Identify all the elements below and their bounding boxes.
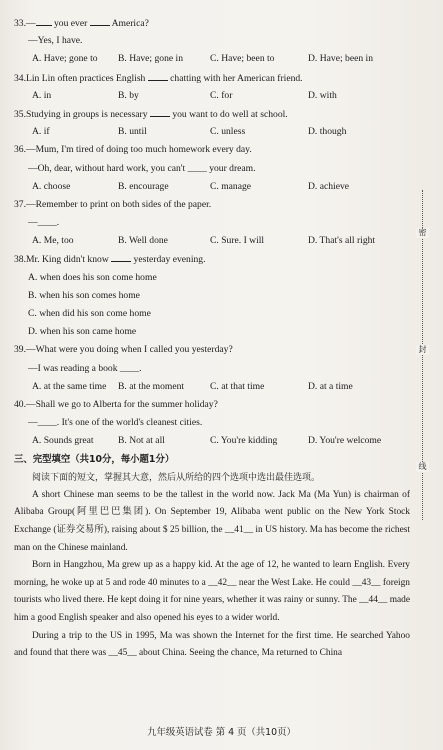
option-d: D. That's all right bbox=[308, 235, 376, 247]
question-36-options bbox=[14, 178, 410, 196]
question-area bbox=[14, 14, 410, 663]
option-a: A. in bbox=[32, 89, 52, 101]
question-34-options bbox=[14, 87, 410, 105]
answer-blank bbox=[150, 105, 170, 117]
option-d: D. Have; been in bbox=[308, 53, 374, 65]
question-number: 37. bbox=[14, 198, 26, 210]
option-c: C. for bbox=[210, 89, 233, 101]
option-b: B. by bbox=[118, 89, 139, 101]
question-36-reply: —Oh, dear, without hard work, you can't ____ your dream. bbox=[28, 162, 256, 174]
option-a: A. Have; gone to bbox=[32, 53, 98, 65]
question-37: 37.—Remember to print on both sides of the paper. bbox=[14, 198, 212, 210]
option-c: C. Have; been to bbox=[210, 53, 275, 65]
question-34: 34.Lin Lin often practices English chatting with her American friend. bbox=[14, 69, 410, 87]
question-35: 35.Studying in groups is necessary you want to do well at school. bbox=[14, 105, 410, 123]
option-c: C. You're kidding bbox=[210, 435, 278, 447]
question-37-options bbox=[14, 232, 410, 250]
answer-blank bbox=[36, 14, 52, 26]
passage-paragraph: A short Chinese man seems to be the tallest in the world now. Jack Ma (Ma Yun) is chairman of Alibaba Group(阿里巴巴集团). On September 19, Alibaba went public on the New York Stock Exchange (证券交易所), raising about $ 25 billion, the __41__ in US history. Ma has become the richest man on the Chinese mainland. bbox=[14, 489, 410, 553]
answer-blank bbox=[148, 69, 168, 81]
question-39-reply: —I was reading a book ____. bbox=[28, 362, 142, 374]
question-number: 33. bbox=[14, 18, 26, 29]
question-33: 33.— you ever America? bbox=[14, 14, 410, 32]
question-number: 36. bbox=[14, 144, 26, 156]
question-33-reply: —Yes, I have. bbox=[28, 35, 83, 47]
option-d: D. You're welcome bbox=[308, 435, 382, 447]
option-b: B. Have; gone in bbox=[118, 53, 184, 65]
passage-paragraph: Born in Hangzhou, Ma grew up as a happy kid. At the age of 12, he wanted to learn English. Every morning, he woke up at 5 and rode 40 minutes to a __42__ near the West Lake. He could __43__ foreign tourists who lived there. He kept doing it for nine years, whether it was rainy or sunny. The __44__ made him a good English speaker and also opened his eyes to a wider world. bbox=[14, 560, 410, 624]
section-title: 三、完型填空（共10分，每小题1分） bbox=[14, 453, 175, 465]
option-a: A. Sounds great bbox=[32, 435, 94, 447]
option-d: D. achieve bbox=[308, 180, 350, 192]
option-c: C. manage bbox=[210, 180, 252, 192]
question-38: 38.Mr. King didn't know yesterday evening. bbox=[14, 250, 410, 268]
option-b: B. encourage bbox=[118, 180, 169, 192]
option-c: C. Sure. I will bbox=[210, 235, 265, 247]
question-number: 38. bbox=[14, 254, 26, 266]
option-c: C. unless bbox=[210, 126, 246, 138]
section-instruction: 阅读下面的短文，掌握其大意，然后从所给的四个选项中选出最佳选项。 bbox=[32, 472, 321, 483]
option-c: C. when did his son come home bbox=[28, 308, 151, 319]
question-40: 40.—Shall we go to Alberta for the summer holiday? bbox=[14, 398, 218, 410]
question-33-options bbox=[14, 50, 410, 68]
option-b: B. at the moment bbox=[118, 380, 185, 392]
question-number: 34. bbox=[14, 72, 26, 84]
question-39-options bbox=[14, 378, 410, 396]
option-a: A. at the same time bbox=[32, 380, 107, 392]
option-b: B. Not at all bbox=[118, 435, 165, 447]
option-a: A. if bbox=[32, 126, 50, 138]
question-36: 36.—Mum, I'm tired of doing too much homework every day. bbox=[14, 144, 252, 156]
passage-paragraph: During a trip to the US in 1995, Ma was shown the Internet for the first time. He searched Yahoo and found that there was __45__ about China. Seeing the chance, Ma returned to China bbox=[14, 630, 410, 659]
option-a: A. choose bbox=[32, 180, 71, 192]
option-c: C. at that time bbox=[210, 380, 265, 392]
option-b: B. when his son comes home bbox=[28, 289, 140, 301]
question-40-reply: —____. It's one of the world's cleanest cities. bbox=[28, 417, 203, 429]
binding-mark: 线 bbox=[416, 462, 429, 472]
option-d: D. at a time bbox=[308, 380, 353, 392]
question-40-options bbox=[14, 432, 410, 450]
question-37-reply: —____. bbox=[28, 217, 60, 229]
binding-mark: 密 bbox=[416, 228, 429, 238]
question-number: 35. bbox=[14, 108, 26, 120]
option-a: A. when does his son come home bbox=[28, 271, 157, 283]
option-b: B. until bbox=[118, 126, 147, 138]
option-d: D. though bbox=[308, 126, 347, 138]
option-d: D. with bbox=[308, 89, 337, 101]
question-number: 39. bbox=[14, 344, 26, 356]
binding-mark: 封 bbox=[416, 345, 429, 355]
page-footer: 九年级英语试卷 第 4 页（共10页） bbox=[147, 727, 296, 738]
question-39: 39.—What were you doing when I called you yesterday? bbox=[14, 344, 233, 356]
answer-blank bbox=[111, 250, 131, 262]
answer-blank bbox=[90, 14, 110, 26]
option-a: A. Me, too bbox=[32, 235, 74, 247]
question-35-options bbox=[14, 123, 410, 141]
option-d: D. when his son came home bbox=[28, 326, 137, 338]
option-b: B. Well done bbox=[118, 235, 168, 247]
question-number: 40. bbox=[14, 398, 26, 410]
